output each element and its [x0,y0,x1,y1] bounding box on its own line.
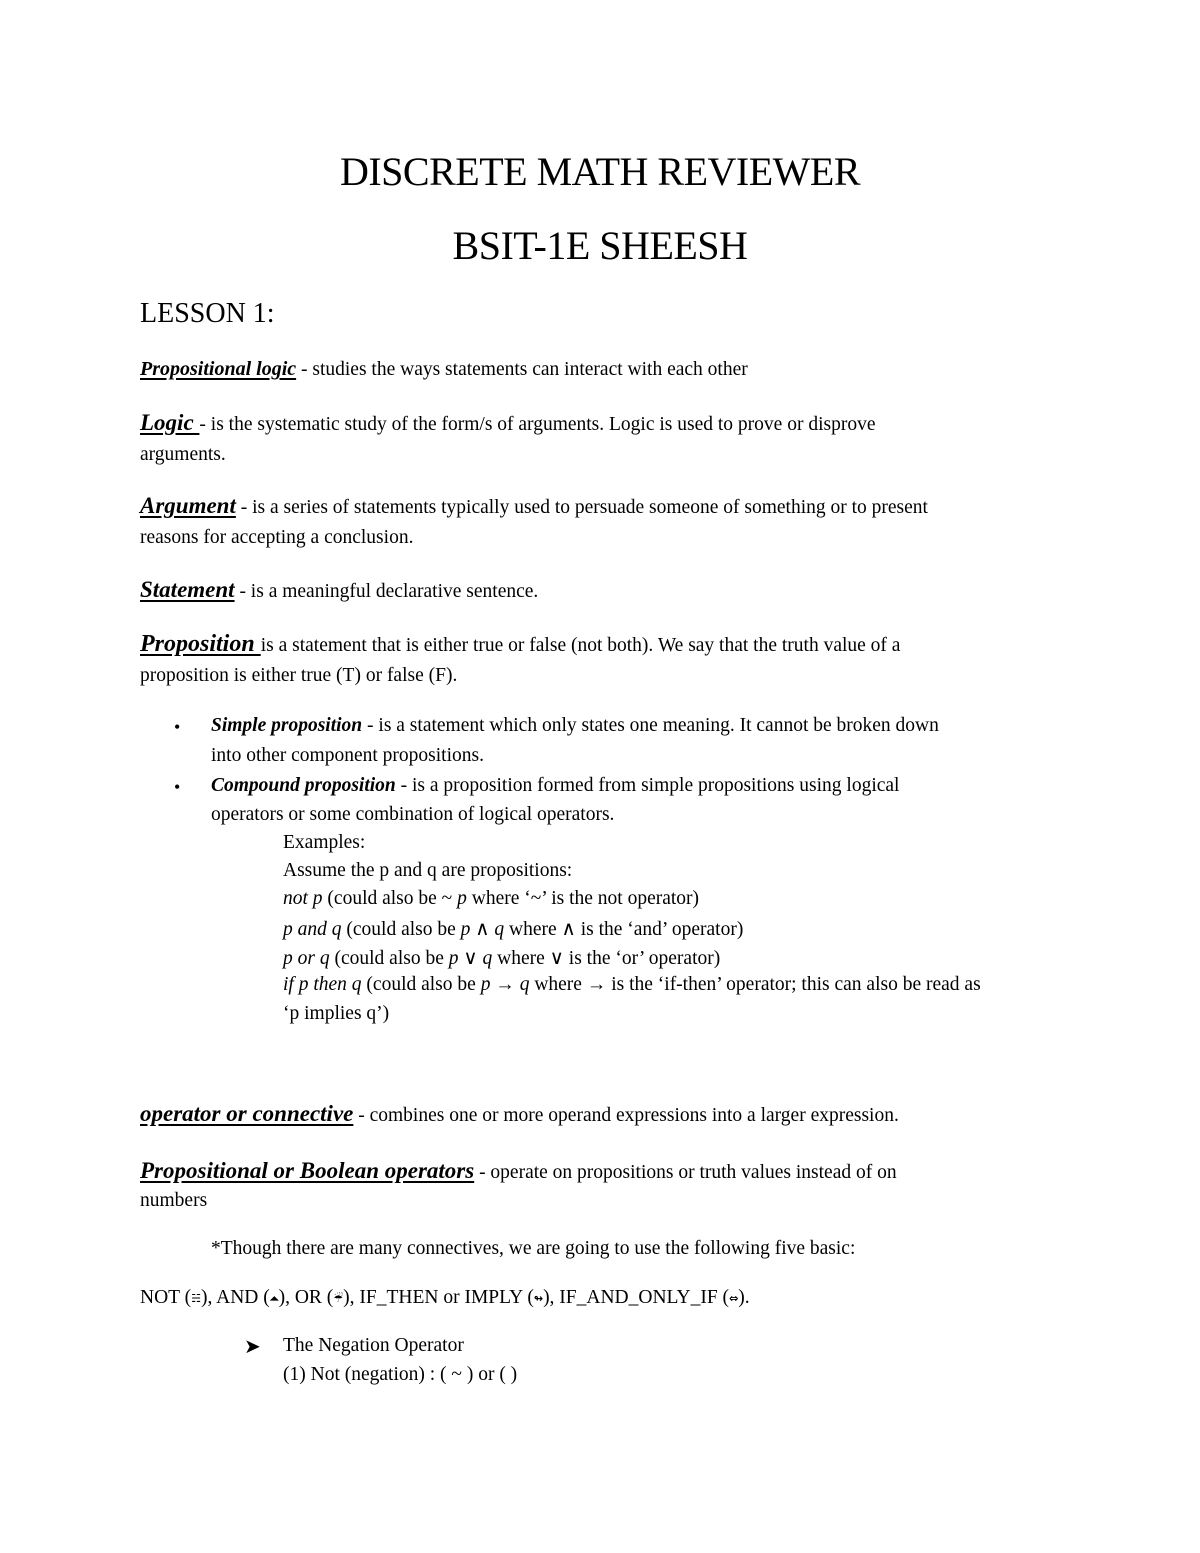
definition-logic [140,410,875,436]
example-text: where ‘~’ is the not operator) [466,888,700,909]
term: Statement [140,577,235,602]
bullet-icon: • [174,717,181,737]
example-text: (could also be ~ [322,888,458,909]
example-if-then [283,974,981,996]
definition-text-continued: reasons for accepting a conclusion. [140,527,414,548]
connective-label: ), AND ( [200,1287,270,1308]
example-text: (could also be [361,974,481,995]
term: Propositional logic [140,358,297,380]
definition-text: - is a statement which only states one meaning. It cannot be broken down [362,715,939,736]
definition-boolean-operators [140,1158,897,1184]
definition-text: - is the systematic study of the form/s of arguments. Logic is used to prove or disprove [199,414,876,435]
example-expression: if p then q [283,974,362,995]
example-text: (could also be [329,948,449,969]
bullet-icon: • [174,777,181,797]
definition-text: - studies the ways statements can interact with each other [296,359,748,380]
example-expression: p or q [283,948,330,969]
term: Simple proposition [211,715,363,736]
example-and [283,917,743,941]
document-subtitle: BSIT-1E SHEESH [452,223,748,268]
document-title: DISCRETE MATH REVIEWER [339,149,861,194]
term: Compound proposition [211,775,396,796]
example-symbolic: p [457,888,467,909]
or-symbol-icon: ☔ [333,1292,344,1305]
term: Logic [140,410,200,435]
not-symbol-icon: ☵ [191,1292,201,1305]
example-text: where → is the ‘if-then’ operator; this can also be read as [529,974,981,995]
example-text: where ∨ is the ‘or’ operator) [492,948,721,969]
definition-text: - combines one or more operand expressions into a larger expression. [353,1105,899,1126]
example-expression: p and q [283,919,342,940]
implies-symbol-icon: ↬ [533,1292,544,1305]
example-symbolic: p → q [480,974,530,995]
definition-text: - is a proposition formed from simple propositions using logical [395,775,900,796]
example-not [283,888,699,910]
definition-text: - operate on propositions or truth values instead of on [474,1162,897,1183]
example-expression: not p [283,888,323,909]
bullet-text-continued: into other component propositions. [211,745,484,766]
arrow-bullet-icon: ➤ [244,1336,261,1358]
example-text: (could also be [341,919,461,940]
connective-label: NOT ( [140,1287,192,1308]
definition-argument [140,493,928,519]
term: Argument [140,493,236,518]
definition-proposition [140,631,900,658]
bullet-compound-proposition [211,775,899,797]
example-text: where ∧ is the ‘and’ operator) [504,919,744,940]
connective-label: ), IF_THEN or IMPLY ( [343,1287,534,1308]
bullet-text-continued: operators or some combination of logical operators. [211,804,615,825]
term: Propositional or Boolean operators [140,1158,475,1183]
lesson-heading: LESSON 1: [140,298,275,329]
negation-line: (1) Not (negation) : ( ~ ) or ( ) [283,1364,518,1385]
connective-label: ). [738,1287,750,1308]
term: Proposition [140,631,261,657]
connectives-list [140,1287,750,1309]
definition-text-continued: proposition is either true (T) or false (F). [140,665,458,686]
example-symbolic: p ∨ q [448,948,493,969]
example-text-continued: ‘p implies q’) [283,1003,390,1024]
definition-statement [140,577,538,603]
examples-assume: Assume the p and q are propositions: [283,860,573,881]
examples-heading: Examples: [283,832,366,853]
definition-text: is a statement that is either true or false (not both). We say that the truth value of a [260,635,901,656]
iff-symbol-icon: ⇔ [729,1292,739,1305]
definition-text: - is a meaningful declarative sentence. [234,581,539,602]
definition-text-continued: arguments. [140,444,226,465]
definition-text-continued: numbers [140,1190,208,1211]
term: operator or connective [140,1101,354,1126]
and-symbol-icon: ⏶ [269,1292,279,1305]
connective-label: ), IF_AND_ONLY_IF ( [543,1287,730,1308]
connectives-note: *Though there are many connectives, we are going to use the following five basic: [211,1238,856,1259]
example-symbolic: p ∧ q [460,919,505,940]
definition-propositional-logic [140,358,748,381]
definition-text: - is a series of statements typically used to persuade someone of something or to present [235,497,928,518]
negation-heading: The Negation Operator [283,1335,464,1356]
connective-label: ), OR ( [278,1287,334,1308]
bullet-simple-proposition [211,715,939,737]
example-or [283,946,720,970]
definition-operator [140,1101,899,1127]
